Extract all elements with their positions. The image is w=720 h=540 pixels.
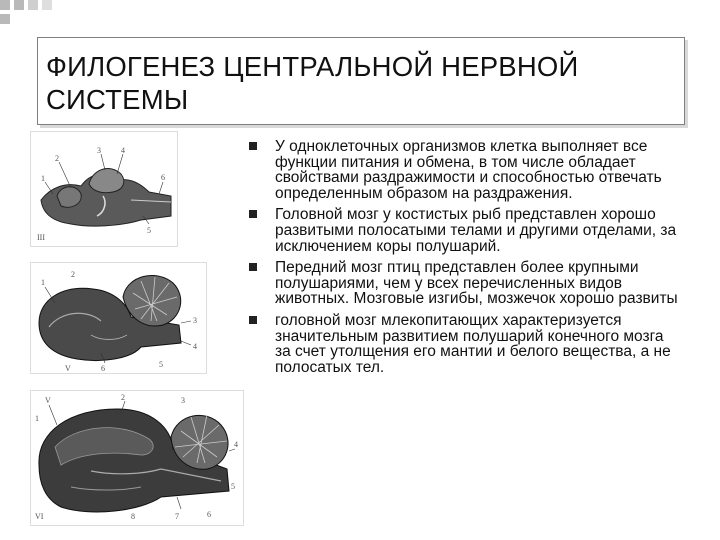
fish-label-3: 3 xyxy=(97,146,101,155)
mammal-label-5: 5 xyxy=(231,482,235,491)
bird-label-6: 6 xyxy=(101,364,105,373)
bullet-text-mammals: головной мозг млекопитающих характеризуется значительным развитием полушарий конечного мозга за счет утолщения его мантии и белого вещества, а не полосатых тел. xyxy=(275,311,671,376)
bullet-item xyxy=(248,207,680,254)
corner-decoration xyxy=(0,0,62,40)
mammal-label-group: VI xyxy=(35,512,44,521)
mammal-label-1: 1 xyxy=(35,414,39,423)
bullet-item xyxy=(248,139,680,201)
fish-label-1: 1 xyxy=(41,174,45,183)
bullet-text-fish: Головной мозг у костистых рыб представлен хорошо развитыми полосатыми телами и другими отделами, за исключением коры полушарий. xyxy=(275,206,677,255)
bullet-list xyxy=(248,139,680,381)
slide-title: ФИЛОГЕНЕЗ ЦЕНТРАЛЬНОЙ НЕРВНОЙ СИСТЕМЫ xyxy=(46,51,579,115)
fish-brain-figure xyxy=(30,131,178,247)
mammal-label-4: 4 xyxy=(234,440,238,449)
bullet-text-birds: Передний мозг птиц представлен более крупными полушариями, чем у всех перечисленных видов животных. Мозговые изгибы, мозжечок хорошо развиты xyxy=(275,259,678,308)
square-bullet-icon xyxy=(249,263,257,271)
bullet-text-unicellular: У одноклеточных организмов клетка выполняет все функции питания и обмена, в том числе обладает свойствами раздражимости и способностью отвечать определенным образом на раздражения. xyxy=(275,138,662,202)
bird-label-1: 1 xyxy=(41,278,45,287)
mammal-label-8: 8 xyxy=(131,512,135,521)
mammal-brain-drawing xyxy=(31,391,243,525)
mammal-label-6: 6 xyxy=(207,510,211,519)
bullet-item xyxy=(248,313,680,375)
mammal-label-3: 3 xyxy=(181,396,185,405)
square-bullet-icon xyxy=(249,210,257,218)
mammal-label-7: 7 xyxy=(175,512,179,521)
bird-label-2: 2 xyxy=(71,270,75,279)
fish-label-2: 2 xyxy=(55,154,59,163)
mammal-label-2: 2 xyxy=(121,393,125,402)
bird-label-4: 4 xyxy=(193,342,197,351)
mammal-brain-figure xyxy=(30,390,244,526)
fish-brain-drawing xyxy=(31,132,177,246)
bullet-item xyxy=(248,260,680,307)
title-box xyxy=(37,37,685,125)
bird-label-3: 3 xyxy=(193,316,197,325)
fish-label-group: III xyxy=(37,233,45,242)
fish-label-4: 4 xyxy=(121,146,125,155)
mammal-label-group-top: V xyxy=(45,396,51,405)
bird-label-group: V xyxy=(65,364,71,373)
bird-brain-drawing xyxy=(31,263,206,373)
square-bullet-icon xyxy=(249,316,257,324)
bird-brain-figure xyxy=(30,262,207,374)
bird-label-5: 5 xyxy=(159,360,163,369)
fish-label-5: 5 xyxy=(147,226,151,235)
square-bullet-icon xyxy=(249,142,257,150)
fish-label-6: 6 xyxy=(161,173,165,182)
